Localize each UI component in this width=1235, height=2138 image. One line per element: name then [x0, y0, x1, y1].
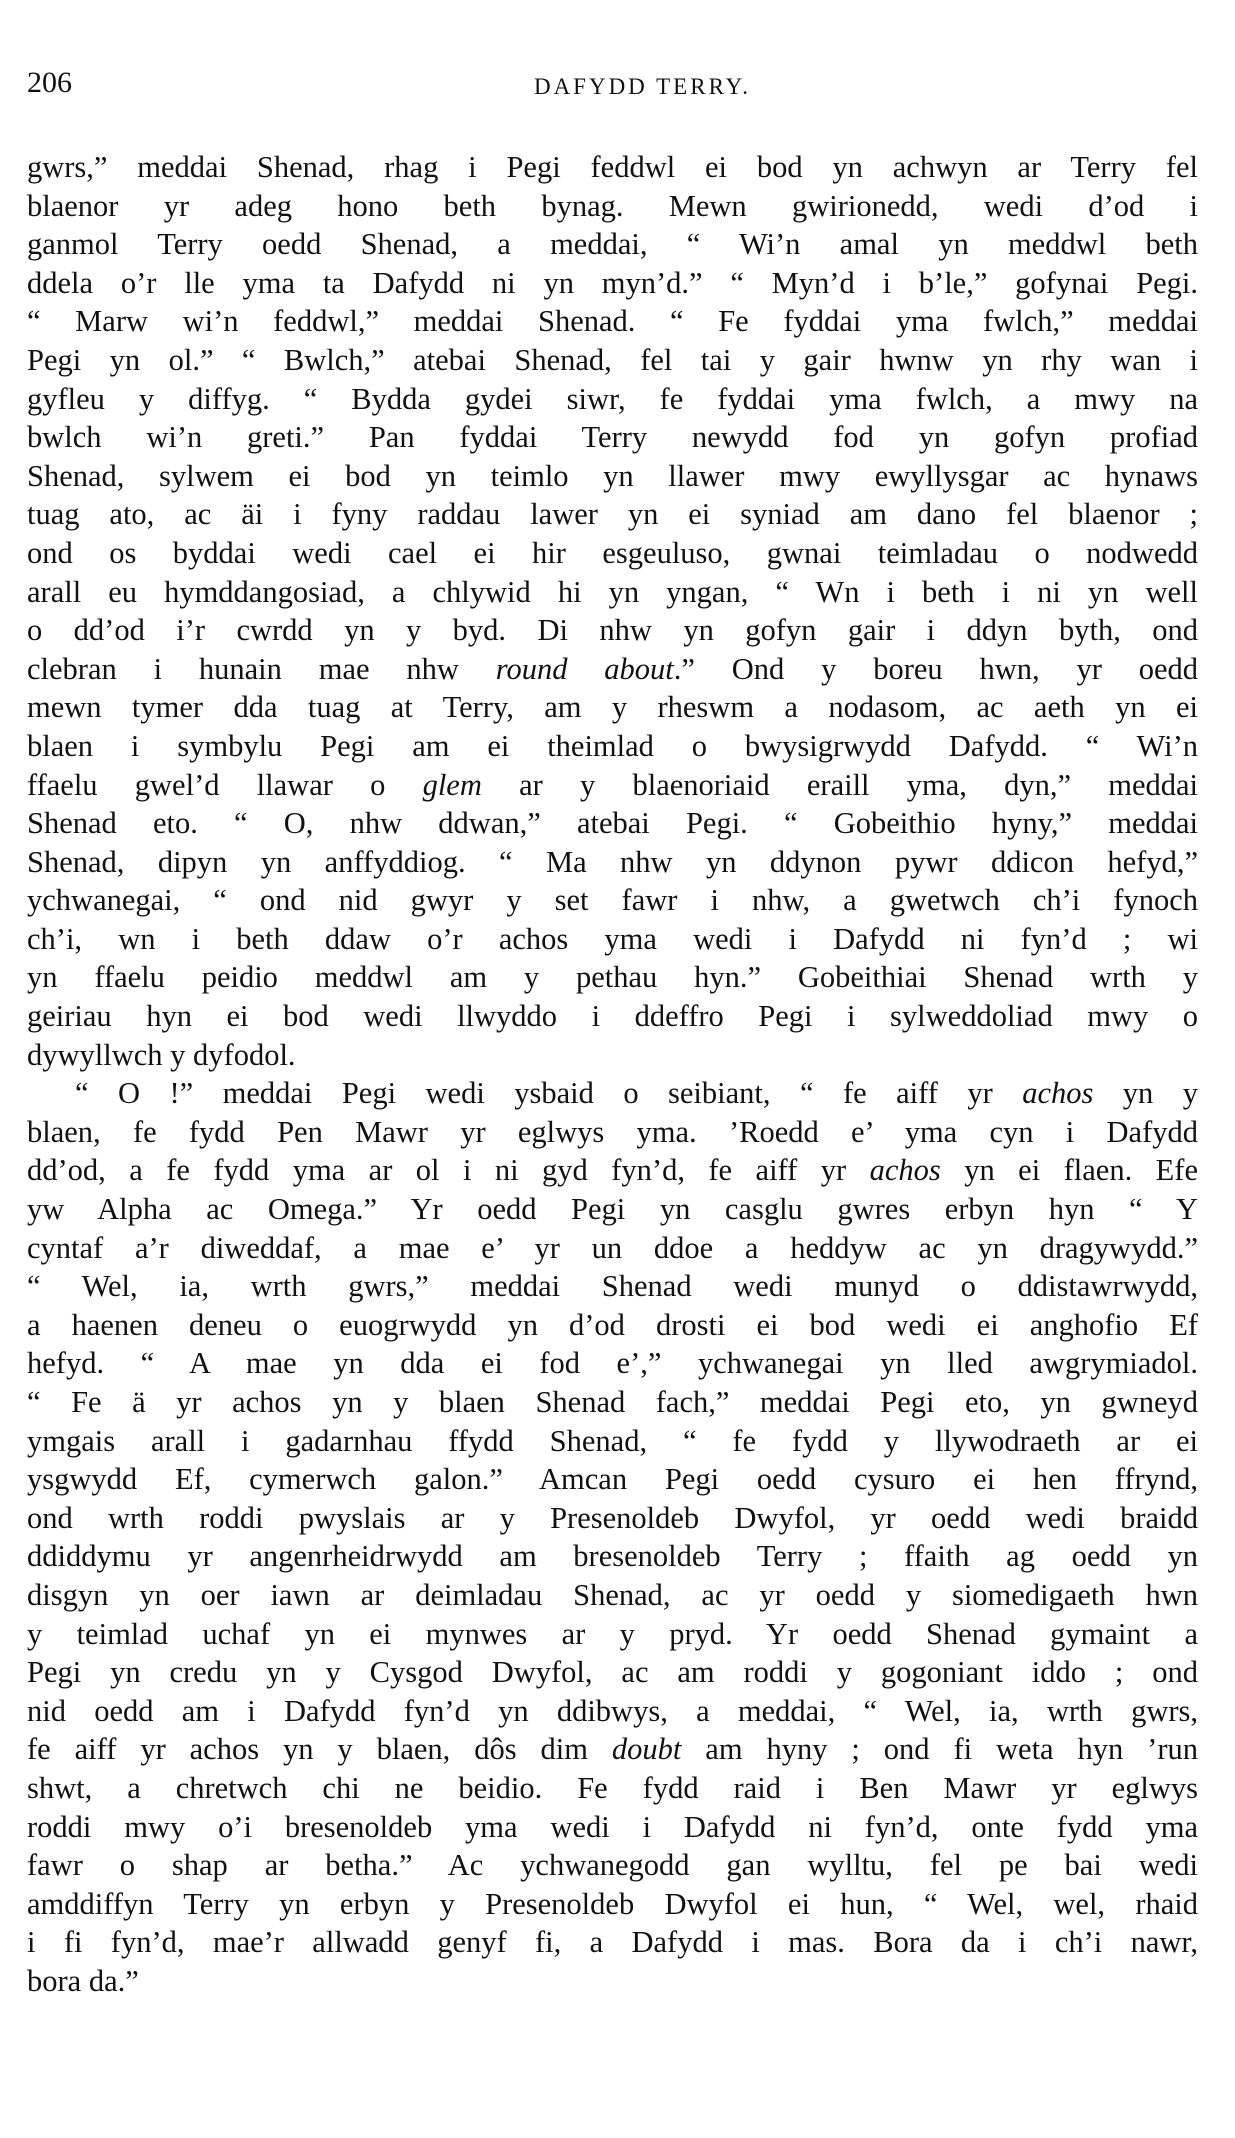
text-line: Pegi yn ol.” “ Bwlch,” atebai Shenad, fel tai y gair hwnw yn rhy wan i — [27, 342, 1198, 377]
text-line: gyfleu y diffyg. “ Bydda gydei siwr, fe fyddai yma fwlch, a mwy na — [27, 381, 1198, 416]
text-line: Shenad, dipyn yn anffyddiog. “ Ma nhw yn ddynon pywr ddicon hefyd,” — [27, 844, 1198, 879]
text-line: i fi fyn’d, mae’r allwadd genyf fi, a Dafydd i mas. Bora da i ch’i nawr, — [27, 1925, 1198, 1960]
text-line: bora da.” — [27, 1963, 139, 1998]
text-line: blaen, fe fydd Pen Mawr yr eglwys yma. ’Roedd e’ yma cyn i Dafydd — [27, 1114, 1198, 1149]
text-line: yw Alpha ac Omega.” Yr oedd Pegi yn casglu gwres erbyn hyn “ Y — [27, 1192, 1198, 1227]
text-line: y teimlad uchaf yn ei mynwes ar y pryd. Yr oedd Shenad gymaint a — [27, 1616, 1198, 1651]
running-header — [27, 58, 1198, 108]
text-line: ychwanegai, “ ond nid gwyr y set fawr i nhw, a gwetwch ch’i fynoch — [27, 883, 1198, 918]
text-line: shwt, a chretwch chi ne beidio. Fe fydd raid i Ben Mawr yr eglwys — [27, 1770, 1198, 1805]
text-line: geiriau hyn ei bod wedi llwyddo i ddeffro Pegi i sylweddoliad mwy o — [27, 999, 1198, 1034]
text-line: mewn tymer dda tuag at Terry, am y rheswm a nodasom, ac aeth yn ei — [27, 690, 1198, 725]
text-line: nid oedd am i Dafydd fyn’d yn ddibwys, a meddai, “ Wel, ia, wrth gwrs, — [27, 1693, 1198, 1728]
text-line: ganmol Terry oedd Shenad, a meddai, “ Wi’n amal yn meddwl beth — [27, 227, 1198, 262]
text-line: amddiffyn Terry yn erbyn y Presenoldeb Dwyfol ei hun, “ Wel, wel, rhaid — [27, 1886, 1198, 1921]
running-title: DAFYDD TERRY. — [533, 74, 752, 99]
text-line: blaen i symbylu Pegi am ei theimlad o bwysigrwydd Dafydd. “ Wi’n — [27, 728, 1198, 763]
text-line: fawr o shap ar betha.” Ac ychwanegodd gan wylltu, fel pe bai wedi — [27, 1848, 1198, 1883]
text-line: ond os byddai wedi cael ei hir esgeuluso, gwnai teimladau o nodwedd — [27, 535, 1198, 570]
paragraph — [27, 148, 1198, 1074]
text-line: Shenad, sylwem ei bod yn teimlo yn llawer mwy ewyllysgar ac hynaws — [27, 458, 1198, 493]
text-line: “ Wel, ia, wrth gwrs,” meddai Shenad wedi munyd o ddistawrwydd, — [27, 1269, 1198, 1304]
text-line: “ Fe ä yr achos yn y blaen Shenad fach,” meddai Pegi eto, yn gwneyd — [27, 1385, 1198, 1419]
text-line: dywyllwch y dyfodol. — [27, 1037, 296, 1072]
paragraph — [27, 1074, 1198, 2000]
text-line: tuag ato, ac äi i fyny raddau lawer yn ei syniad am dano fel blaenor ; — [27, 497, 1198, 532]
text-line: a haenen deneu o euogrwydd yn d’od drosti ei bod wedi ei anghofio Ef — [27, 1307, 1198, 1342]
text-line: Shenad eto. “ O, nhw ddwan,” atebai Pegi. “ Gobeithio hyny,” meddai — [27, 806, 1198, 841]
text-line: hefyd. “ A mae yn dda ei fod e’,” ychwanegai yn lled awgrymiadol. — [27, 1346, 1198, 1381]
text-line: ysgwydd Ef, cymerwch galon.” Amcan Pegi oedd cysuro ei hen ffrynd, — [27, 1462, 1198, 1497]
text-line: dd’od, a fe fydd yma ar ol i ni gyd fyn’d, fe aiff yr achos yn ei flaen. Efe — [27, 1153, 1198, 1188]
text-line: disgyn yn oer iawn ar deimladau Shenad, ac yr oedd y siomedigaeth hwn — [27, 1577, 1198, 1612]
text-line: cyntaf a’r diweddaf, a mae e’ yr un ddoe a heddyw ac yn dragywydd.” — [27, 1230, 1198, 1265]
text-line: yn ffaelu peidio meddwl am y pethau hyn.” Gobeithiai Shenad wrth y — [27, 960, 1198, 995]
text-line: Pegi yn credu yn y Cysgod Dwyfol, ac am roddi y gogoniant iddo ; ond — [27, 1655, 1198, 1690]
text-line: gwrs,” meddai Shenad, rhag i Pegi feddwl ei bod yn achwyn ar Terry fel — [27, 150, 1198, 184]
text-line: “ Marw wi’n feddwl,” meddai Shenad. “ Fe fyddai yma fwlch,” meddai — [27, 304, 1198, 339]
text-line: blaenor yr adeg hono beth bynag. Mewn gwirionedd, wedi d’od i — [27, 188, 1198, 223]
text-line: ymgais arall i gadarnhau ffydd Shenad, “ fe fydd y llywodraeth ar ei — [27, 1423, 1198, 1458]
page-number: 206 — [27, 66, 72, 99]
text-line: roddi mwy o’i bresenoldeb yma wedi i Dafydd ni fyn’d, onte fydd yma — [27, 1809, 1198, 1844]
text-line: arall eu hymddangosiad, a chlywid hi yn yngan, “ Wn i beth i ni yn well — [27, 574, 1198, 609]
text-line: ch’i, wn i beth ddaw o’r achos yma wedi i Dafydd ni fyn’d ; wi — [27, 921, 1198, 956]
text-line: ond wrth roddi pwyslais ar y Presenoldeb Dwyfol, yr oedd wedi braidd — [27, 1500, 1198, 1535]
text-line: “ O !” meddai Pegi wedi ysbaid o seibiant, “ fe aiff yr achos yn y — [75, 1076, 1199, 1111]
text-line: fe aiff yr achos yn y blaen, dôs dim doubt am hyny ; ond fi weta hyn ’run — [27, 1732, 1198, 1767]
text-line: o dd’od i’r cwrdd yn y byd. Di nhw yn gofyn gair i ddyn byth, ond — [27, 613, 1198, 648]
body-text — [27, 148, 1198, 2001]
text-line: ddiddymu yr angenrheidrwydd am bresenoldeb Terry ; ffaith ag oedd yn — [27, 1539, 1198, 1574]
text-line: ddela o’r lle yma ta Dafydd ni yn myn’d.” “ Myn’d i b’le,” gofynai Pegi. — [27, 265, 1198, 300]
text-line: bwlch wi’n greti.” Pan fyddai Terry newydd fod yn gofyn profiad — [27, 420, 1198, 455]
text-line: ffaelu gwel’d llawar o glem ar y blaenoriaid eraill yma, dyn,” meddai — [27, 767, 1198, 802]
text-line: clebran i hunain mae nhw round about.” Ond y boreu hwn, yr oedd — [27, 651, 1198, 686]
